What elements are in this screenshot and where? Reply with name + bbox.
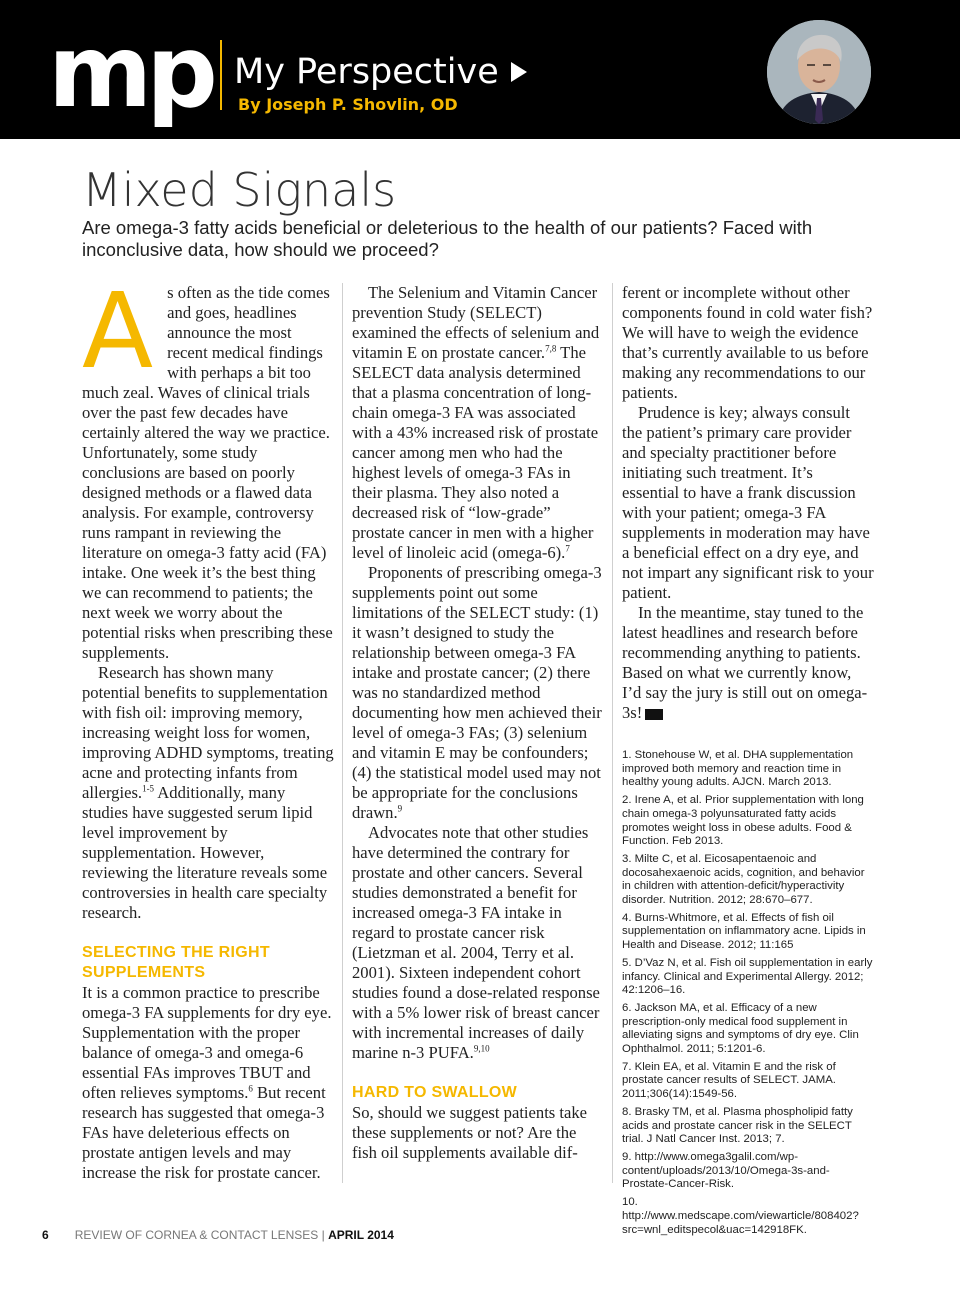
references-list — [622, 749, 874, 1237]
masthead — [0, 0, 960, 139]
issue-date: APRIL 2014 — [328, 1228, 394, 1242]
section-title: My Perspective — [234, 52, 499, 92]
reference-item: 8. Brasky TM, et al. Plasma phospholipid fatty acids and prostate cancer risk in the SELECT trial. J Natl Cancer Inst. 2013; 7. — [622, 1105, 853, 1146]
column-divider — [612, 283, 613, 1183]
reference-item: 3. Milte C, et al. Eicosapentaenoic and docosahexaenoic acids, cognition, and behavior in children with attention-deficit/hyperactivity disorder. Nutrition. 2012; 28:670–677. — [622, 852, 865, 907]
article-subtitle: Are omega-3 fatty acids beneficial or deleterious to the health of our patients? Faced with inconclusive data, how should we proceed? — [82, 217, 813, 260]
drop-cap: A — [82, 270, 154, 392]
page-footer — [42, 1228, 394, 1242]
article-title: Mixed Signals — [82, 163, 397, 217]
paragraph: In the meantime, stay tuned to the latest headlines and research before recommending anything to patients. Based on what we currently know, I’d say the jury is still out on omega-3s! — [622, 603, 868, 722]
reference-item[interactable]: 10. http://www.medscape.com/viewarticle/808402?src=wnl_editspecol&uac=142918FK. — [622, 1196, 859, 1236]
page-number: 6 — [42, 1228, 49, 1242]
paragraph: Research has shown many potential benefits to supplementation with fish oil: improving memory, increasing weight loss for women, improving ADHD symptoms, treating acne and protecting infants from allergies.$^{1-5}$ Additionally, many studies have suggested serum lipid level improvement by supplementation. However, reviewing the literature reveals some controversies in health care specialty research. — [82, 663, 334, 922]
paragraph: Advocates note that other studies have determined the contrary for prostate and other cancers. Several studies demonstrated a benefit for increased omega-3 FA intake in regard to prostate cancer risk (Lietzman et al. 2004, Terry et al. 2001). Sixteen independent cohort studies found a dose-related response with a 5% lower risk of breast cancer with incremental increases of daily marine n-3 PUFA.$^{9,10}$ — [352, 823, 600, 1062]
section-subhead: HARD TO SWALLOW — [352, 1084, 518, 1101]
paragraph: It is a common practice to prescribe omega-3 FA supplements for dry eye. Supplementation with the proper balance of omega-3 and omega-6 essential FAs improves TBUT and often relieves symptoms.$^6$ But recent research has suggested that omega-3 FAs have deleterious effects on prostate antigen levels and may increase the risk for prostate cancer. — [82, 983, 332, 1182]
article-column-1 — [82, 270, 334, 1183]
article-column-3 — [622, 283, 874, 1241]
paragraph: Proponents of prescribing omega-3 supplements point out some limitations of the SELECT study: (1) it wasn’t designed to study the relationship between omega-3 FA intake and prostate cancer; (2) there was no standardized method documenting how men achieved their level of omega-3 FAs; (3) selenium and vitamin E may be confounders; (4) the statistical model used may not be appropriate for the conclusions drawn.$^9$ — [352, 563, 602, 822]
paragraph: Prudence is key; always consult the patient’s primary care provider and specialty practitioner before initiating such treatment. It’s essential to have a frank discussion with your patient; omega-3 FA supplements in moderation may have a beneficial effect on a dry eye, and not impart any significant risk to your patient. — [622, 403, 874, 602]
paragraph: ferent or incomplete without other components found in cold water fish? We will have to weigh the evidence that’s currently available to us before making any recommendations to our patients. — [622, 283, 873, 402]
reference-item: 2. Irene A, et al. Prior supplementation with long chain omega-3 polyunsaturated fatty acids promotes weight loss in obese adults. Food & Function. Feb 2013. — [622, 794, 864, 848]
reference-item: 4. Burns-Whitmore, et al. Effects of fish oil supplementation on inflammatory acne. Lipids in Health and Disease. 2012; 11:165 — [622, 911, 866, 952]
reference-item: 1. Stonehouse W, et al. DHA supplementation improved both memory and reaction time in healthy young adults. AJCN. March 2013. — [622, 749, 854, 789]
play-arrow-icon — [511, 62, 527, 82]
reference-item: 7. Klein EA, et al. Vitamin E and the risk of prostate cancer results of SELECT. JAMA. 2011;306(14):1549-56. — [622, 1060, 836, 1101]
header-divider — [220, 40, 222, 110]
publication-name: REVIEW OF CORNEA & CONTACT LENSES | — [74, 1228, 329, 1242]
reference-item: 5. D’Vaz N, et al. Fish oil supplementation in early infancy. Clinical and Experimental Allergy. 2012; 42:1206–16. — [622, 956, 873, 997]
author-portrait — [767, 20, 871, 124]
byline: By Joseph P. Shovlin, OD — [238, 95, 458, 114]
section-subhead: SELECTING THE RIGHT SUPPLEMENTS — [82, 944, 270, 981]
mp-logo: mp — [48, 13, 212, 130]
article-column-2 — [352, 283, 604, 1163]
reference-item[interactable]: 9. http://www.omega3galil.com/wp-content/uploads/2013/10/Omega-3s-and-Prostate-Cancer-Risk. — [622, 1150, 830, 1191]
column-divider — [342, 283, 343, 1183]
end-mark-icon — [645, 709, 663, 720]
paragraph: So, should we suggest patients take these supplements or not? Are the fish oil supplements available dif- — [352, 1103, 588, 1162]
reference-item: 6. Jackson MA, et al. Efficacy of a new prescription-only medical food supplement in alleviating signs and symptoms of dry eye. Clin Ophthalmol. 2011; 5:1201-6. — [622, 1001, 859, 1056]
paragraph: As often as the tide comes and goes, headlines announce the most recent medical findings with perhaps a bit too much zeal. Waves of clinical trials over the past few decades have certainly altered the way we practice. Unfortunately, some study conclusions are based on poorly designed methods or a flawed data analysis. For example, controversy runs rampant in reviewing the literature on omega-3 fatty acid (FA) intake. One week it’s the best thing we can recommend to patients; the next week we worry about the potential risks when prescribing these supplements. — [82, 270, 333, 662]
paragraph: The Selenium and Vitamin Cancer prevention Study (SELECT) examined the effects of selenium and vitamin E on prostate cancer.$^{7,8}$ The SELECT data analysis determined that a plasma concentration of long-chain omega-3 FA was associated with a 43% increased risk of prostate cancer among men who had the highest levels of omega-3 FAs in their plasma. They also noted a decreased risk of “low-grade” prostate cancer in men with a higher level of linoleic acid (omega-6).$^7$ — [352, 283, 600, 562]
